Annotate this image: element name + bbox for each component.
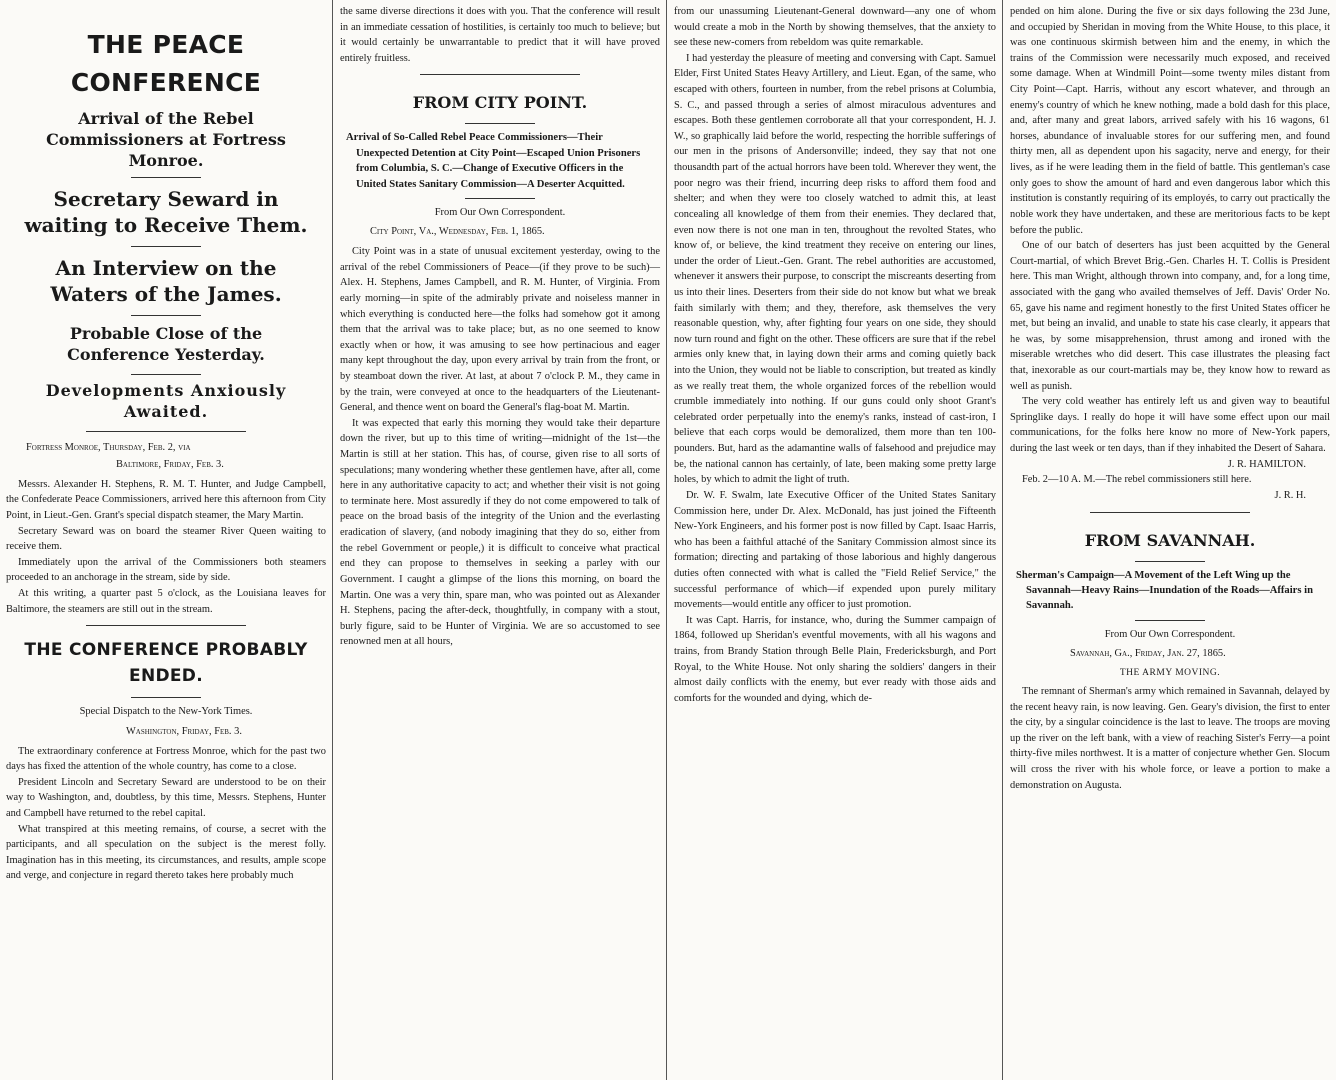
deck-interview-james: An Interview on the Waters of the James.	[50, 256, 282, 307]
article-paragraph: It was Capt. Harris, for instance, who, during the Summer campaign of 1864, followed up Sheridan's eventful movements, with all his wagons and trains, from Brandy Station through Belle Plain, Fredericksburgh, and Port Royal, to the White House. Not only sharing the soldiers' dangers in their almost daily conflicts with the enemy, but ever ready with those aids and comforts for the wounded and dying, which de-	[674, 614, 996, 704]
column-rule	[332, 0, 333, 1080]
article-paragraph: At this writing, a quarter past 5 o'clock, as the Louisiana leaves for Baltimore, the steamers are still out in the stream.	[6, 588, 326, 615]
deck-savannah	[1016, 568, 1324, 614]
byline: From Our Own Correspondent.	[1104, 628, 1236, 640]
subhead-army-moving: THE ARMY MOVING.	[1119, 667, 1221, 678]
article-paragraph: from our unassuming Lieutenant-General downward—any one of whom would create a mob in the North by showing themselves, that the anxiety to see these new-comers from rebeldom was quite remarkable.	[674, 6, 996, 49]
dateline: Fortress Monroe, Thursday, Feb. 2, via	[26, 441, 191, 453]
signature: J. R. HAMILTON.	[1227, 458, 1306, 470]
column-rule	[1002, 0, 1003, 1080]
headline-city-point: FROM CITY POINT.	[412, 93, 588, 113]
divider	[1135, 561, 1205, 562]
deck-arrival: Arrival of the Rebel Commissioners at Fortress Monroe.	[46, 109, 286, 170]
dateline: Washington, Friday, Feb. 3.	[126, 725, 242, 737]
deck-text: Sherman's Campaign—A Movement of the Left Wing up the Savannah—Heavy Rains—Inundation of the Roads—Affairs in Savannah.	[1016, 569, 1313, 612]
headline-conference-ended: THE CONFERENCE PROBABLY ENDED.	[24, 640, 308, 686]
divider	[131, 697, 201, 698]
article-paragraph: The remnant of Sherman's army which remained in Savannah, delayed by the recent heavy rain, is now leaving. Gen. Geary's division, the first to enter the city, by a singular coincidence is the last to leave. The troops are moving up the river on the left bank, with a view of reaching Sister's Ferry—a point thirty-five miles northwest. It is a matter of conjecture whether Gen. Slocum will cross the river with his whole force, or leave a portion to make a demonstration on Augusta.	[1010, 686, 1330, 791]
article-paragraph: pended on him alone. During the five or six days following the 23d June, and occupied by Sheridan in moving from the White House, to this place, it was one continuous skirmish between him and the enemy, in which the trains of the Commission were necessarily much exposed, and received some damage. When at Windmill Point—some twenty miles distant from City Point—Capt. Harris, without any escort whatever, and through an enemy's country of which he knew nothing, made a bold dash for this place, and, after many and great labors, arrived safely with his 16 wagons, 61 horses, abundance of invaluable stores for our suffering men, and found thirty men, all as dependent upon his sagacity, nerve and energy, for their lives, as if he were leading them in the field of battle. This gentleman's case only goes to show the amount of hard and even dangerous labor which this institution is constantly requiring of its employés, to carry out practically the noble work they have undertaken, and these are meritorious facts to be kept before the public.	[1010, 6, 1330, 236]
divider	[86, 431, 246, 432]
dateline: Savannah, Ga., Friday, Jan. 27, 1865.	[1070, 648, 1226, 660]
divider	[420, 74, 580, 75]
article-paragraph: It was expected that early this morning they would take their departure down the river, but up to this time of writing—midnight of the 1st—the Martin is still at her station. This has, of course, given rise to all sorts of speculations; many wondering whether these gentlemen have, after all, come here in any authoritative capacity to act; and whether their visit is not going to terminate here. Most assuredly if they do not come empowered to talk of peace on the broad basis of the integrity of the Union and the everlasting eradication of slavery, (and nobody imagining that they do so, either from the rebel Government or people,) it is difficult to conceive what practical end they can propose to themselves in seeking a parley with our Government. I caught a glimpse of the lions this morning, on board the Martin. One was a very thin, spare man, who was pointed out as Alexander H. Stephens, pacing the after-deck, thoughtfully, in company with a stout, burly figure, said to be Hunter of Virginia. We are so accustomed to see renowned men at all hours,	[340, 417, 660, 648]
postscript: Feb. 2—10 A. M.—The rebel commissioners still here.	[1022, 474, 1252, 486]
divider	[131, 177, 201, 178]
byline: From Our Own Correspondent.	[434, 206, 566, 218]
article-paragraph: Immediately upon the arrival of the Commissioners both steamers proceeded to an anchorage in the stream, side by side.	[6, 556, 326, 584]
divider	[1090, 512, 1250, 513]
divider	[465, 123, 535, 124]
divider	[131, 315, 201, 316]
deck-seward-waiting: Secretary Seward in waiting to Receive Them.	[24, 187, 308, 238]
article-paragraph: Dr. W. F. Swalm, late Executive Officer of the United States Sanitary Commission here, under Dr. Alex. McDonald, has just joined the Fifteenth New-York Engineers, and his former post is now filled by Capt. Isaac Harris, who has been a faithful attaché of the Sanitary Commission almost since its formation; directing and partaking of those laborious and highly dangerous duties often connected with what is called the "Field Relief Service," the successful performance of which—if expended upon purely military movements—would entitle any officer to just promotion.	[674, 489, 996, 611]
deck-city-point	[346, 130, 654, 191]
column-4	[1004, 0, 1336, 1080]
special-dispatch-label: Special Dispatch to the New-York Times.	[79, 706, 253, 718]
article-paragraph: The very cold weather has entirely left us and given way to beautiful Springlike days. I really do hope it will have some effect upon our mail communications, for the folks here know no more of New-York papers, during the last week or ten days, than if they inhabited the Desert of Sahara.	[1010, 396, 1330, 455]
article-paragraph: The extraordinary conference at Fortress Monroe, which for the past two days has fixed the attention of the whole country, has come to a close.	[6, 745, 326, 773]
deck-developments: Developments Anxiously Awaited.	[45, 380, 287, 421]
article-paragraph: What transpired at this meeting remains, of course, a secret with the participants, and all speculation on the subject is the merest folly. Imagination has in this meeting, its circumstances, and results, ample scope and verge, and conjecture in regard thereto takes here probably much	[6, 823, 326, 882]
column-2	[334, 0, 666, 1080]
signature: J. R. H.	[1274, 489, 1306, 501]
divider	[465, 198, 535, 199]
article-paragraph: One of our batch of deserters has just been acquitted by the General Court-martial, of which Brevet Brig.-Gen. Charles H. T. Collis is President here. This man Wright, although thrown into company, and, for a long time, associated with the gang who availed themselves of Jeff. Davis' Order No. 65, gave his name and regiment honestly to the first United States officer he met, but being an invalid, and unable to state his case clearly, it appears that he was, by some misapprehension, thrust among and ironed with the miserable wretches who did desert. This case illustrates the pleasing fact that, inexorable as our court-martials may be, they know how to reward as well as punish.	[1010, 240, 1330, 392]
article-paragraph: the same diverse directions it does with you. That the conference will result in an immediate cessation of hostilities, is certainly too much to believe; but it would certainly be unwarrantable to predict that it will have proved entirely fruitless.	[340, 6, 660, 64]
column-rule	[666, 0, 667, 1080]
article-paragraph: Messrs. Alexander H. Stephens, R. M. T. Hunter, and Judge Campbell, the Confederate Peace Commissioners, arrived here this afternoon from City Point, in Lieut.-Gen. Grant's special dispatch steamer, the Mary Martin.	[6, 478, 326, 522]
headline-savannah: FROM SAVANNAH.	[1084, 530, 1256, 550]
dateline: Baltimore, Friday, Feb. 3.	[116, 459, 224, 471]
divider	[131, 246, 201, 247]
column-3	[668, 0, 1002, 1080]
divider	[131, 374, 201, 375]
article-paragraph: Secretary Seward was on board the steamer River Queen waiting to receive them.	[6, 525, 326, 553]
divider	[1135, 620, 1205, 621]
column-1	[0, 0, 332, 1080]
divider	[86, 625, 246, 626]
article-paragraph: City Point was in a state of unusual excitement yesterday, owing to the arrival of the rebel Commissioners of Peace—(if they prove to be such)—Alex. H. Stephens, James Campbell, and R. M. Hunter, of Virginia. From early morning—in spite of the admirably private and noiseless manner in which everything is conducted here—the folks had somehow got it among them that the arrival was to take place; but, as no one seemed to know exactly when or how, it was amusing to see how pertinacious and eager many kept throughout the day, upon every arrival by train from the front, or by steamboat down the river. At last, at about 7 o'clock P. M., they came in by the train, were conveyed at once to the headquarters of the Lieutenant-General, and thence went on board the General's flag-boat M. Martin.	[340, 246, 660, 414]
deck-probable-close: Probable Close of the Conference Yesterday.	[67, 324, 265, 365]
article-paragraph: President Lincoln and Secretary Seward are understood to be on their way to Washington, and, doubtless, by this time, Messrs. Stephens, Hunter and Campbell have returned to the rebel capital.	[6, 776, 326, 819]
dateline: City Point, Va., Wednesday, Feb. 1, 1865.	[370, 226, 545, 238]
deck-text: Arrival of So-Called Rebel Peace Commissioners—Their Unexpected Detention at City Point—Escaped Union Prisoners from Columbia, S. C.—Change of Executive Officers in the United States Sanitary Commission—A Deserter Acquitted.	[346, 132, 641, 190]
headline-peace-conference: THE PEACE CONFERENCE	[70, 30, 262, 97]
article-paragraph: I had yesterday the pleasure of meeting and conversing with Capt. Samuel Elder, First United States Heavy Artillery, and Lieut. Egan, of the same, who escaped with others, fourteen in number, from the rebel prisons at Columbia, S. C., and passed through a series of almost miraculous adventures and escapes. Both these gentlemen corroborate all that your correspondent, H. J. W., so graphically laid before the world, respecting the horrible sufferings of our men in the prisons of Andersonville; indeed, they say that not one thousandth part of the actual horrors have been told. Wherever they went, the poor negro was their friend, incurring deep risks to afford them food and shelter; and when they were too closely watched to admit this, at least concealing all knowledge of them from their enemies. They declared that, even now there is not one man in ten, throughout the revolted States, who know of, or believe, the kind treatment they receive on entering our lines, under the order of Lieut.-Gen. Grant. The rebel authorities are accustomed, whenever it answers their purpose, to conscript the miscreants deserting from us into their lines. Deserters from their side do not know but what we break faith similarly with them; and they, therefore, ask themselves the very reasonable question, why, after fighting four years on one side, they should now turn round and fight on the other. These officers are sure that if the rebel armies only knew that, in laying down their arms and coming quietly back into the Union, they would not be liable to conscription, but treated as kindly as we really treat them, the whole organized forces of the rebellion would crumble immediately into nothing. If our guns could only shoot Grant's celebrated order perpetually into the enemy's ranks, instead of cast-iron, I believe that each corps would be demoralized, them more than ten 100-pounders. But, hard as the adamantine walls of falsehood and prejudice may be, the national cannon has certainly, of late, been making some pretty large holes, by which to admit the light of truth.	[674, 52, 996, 486]
